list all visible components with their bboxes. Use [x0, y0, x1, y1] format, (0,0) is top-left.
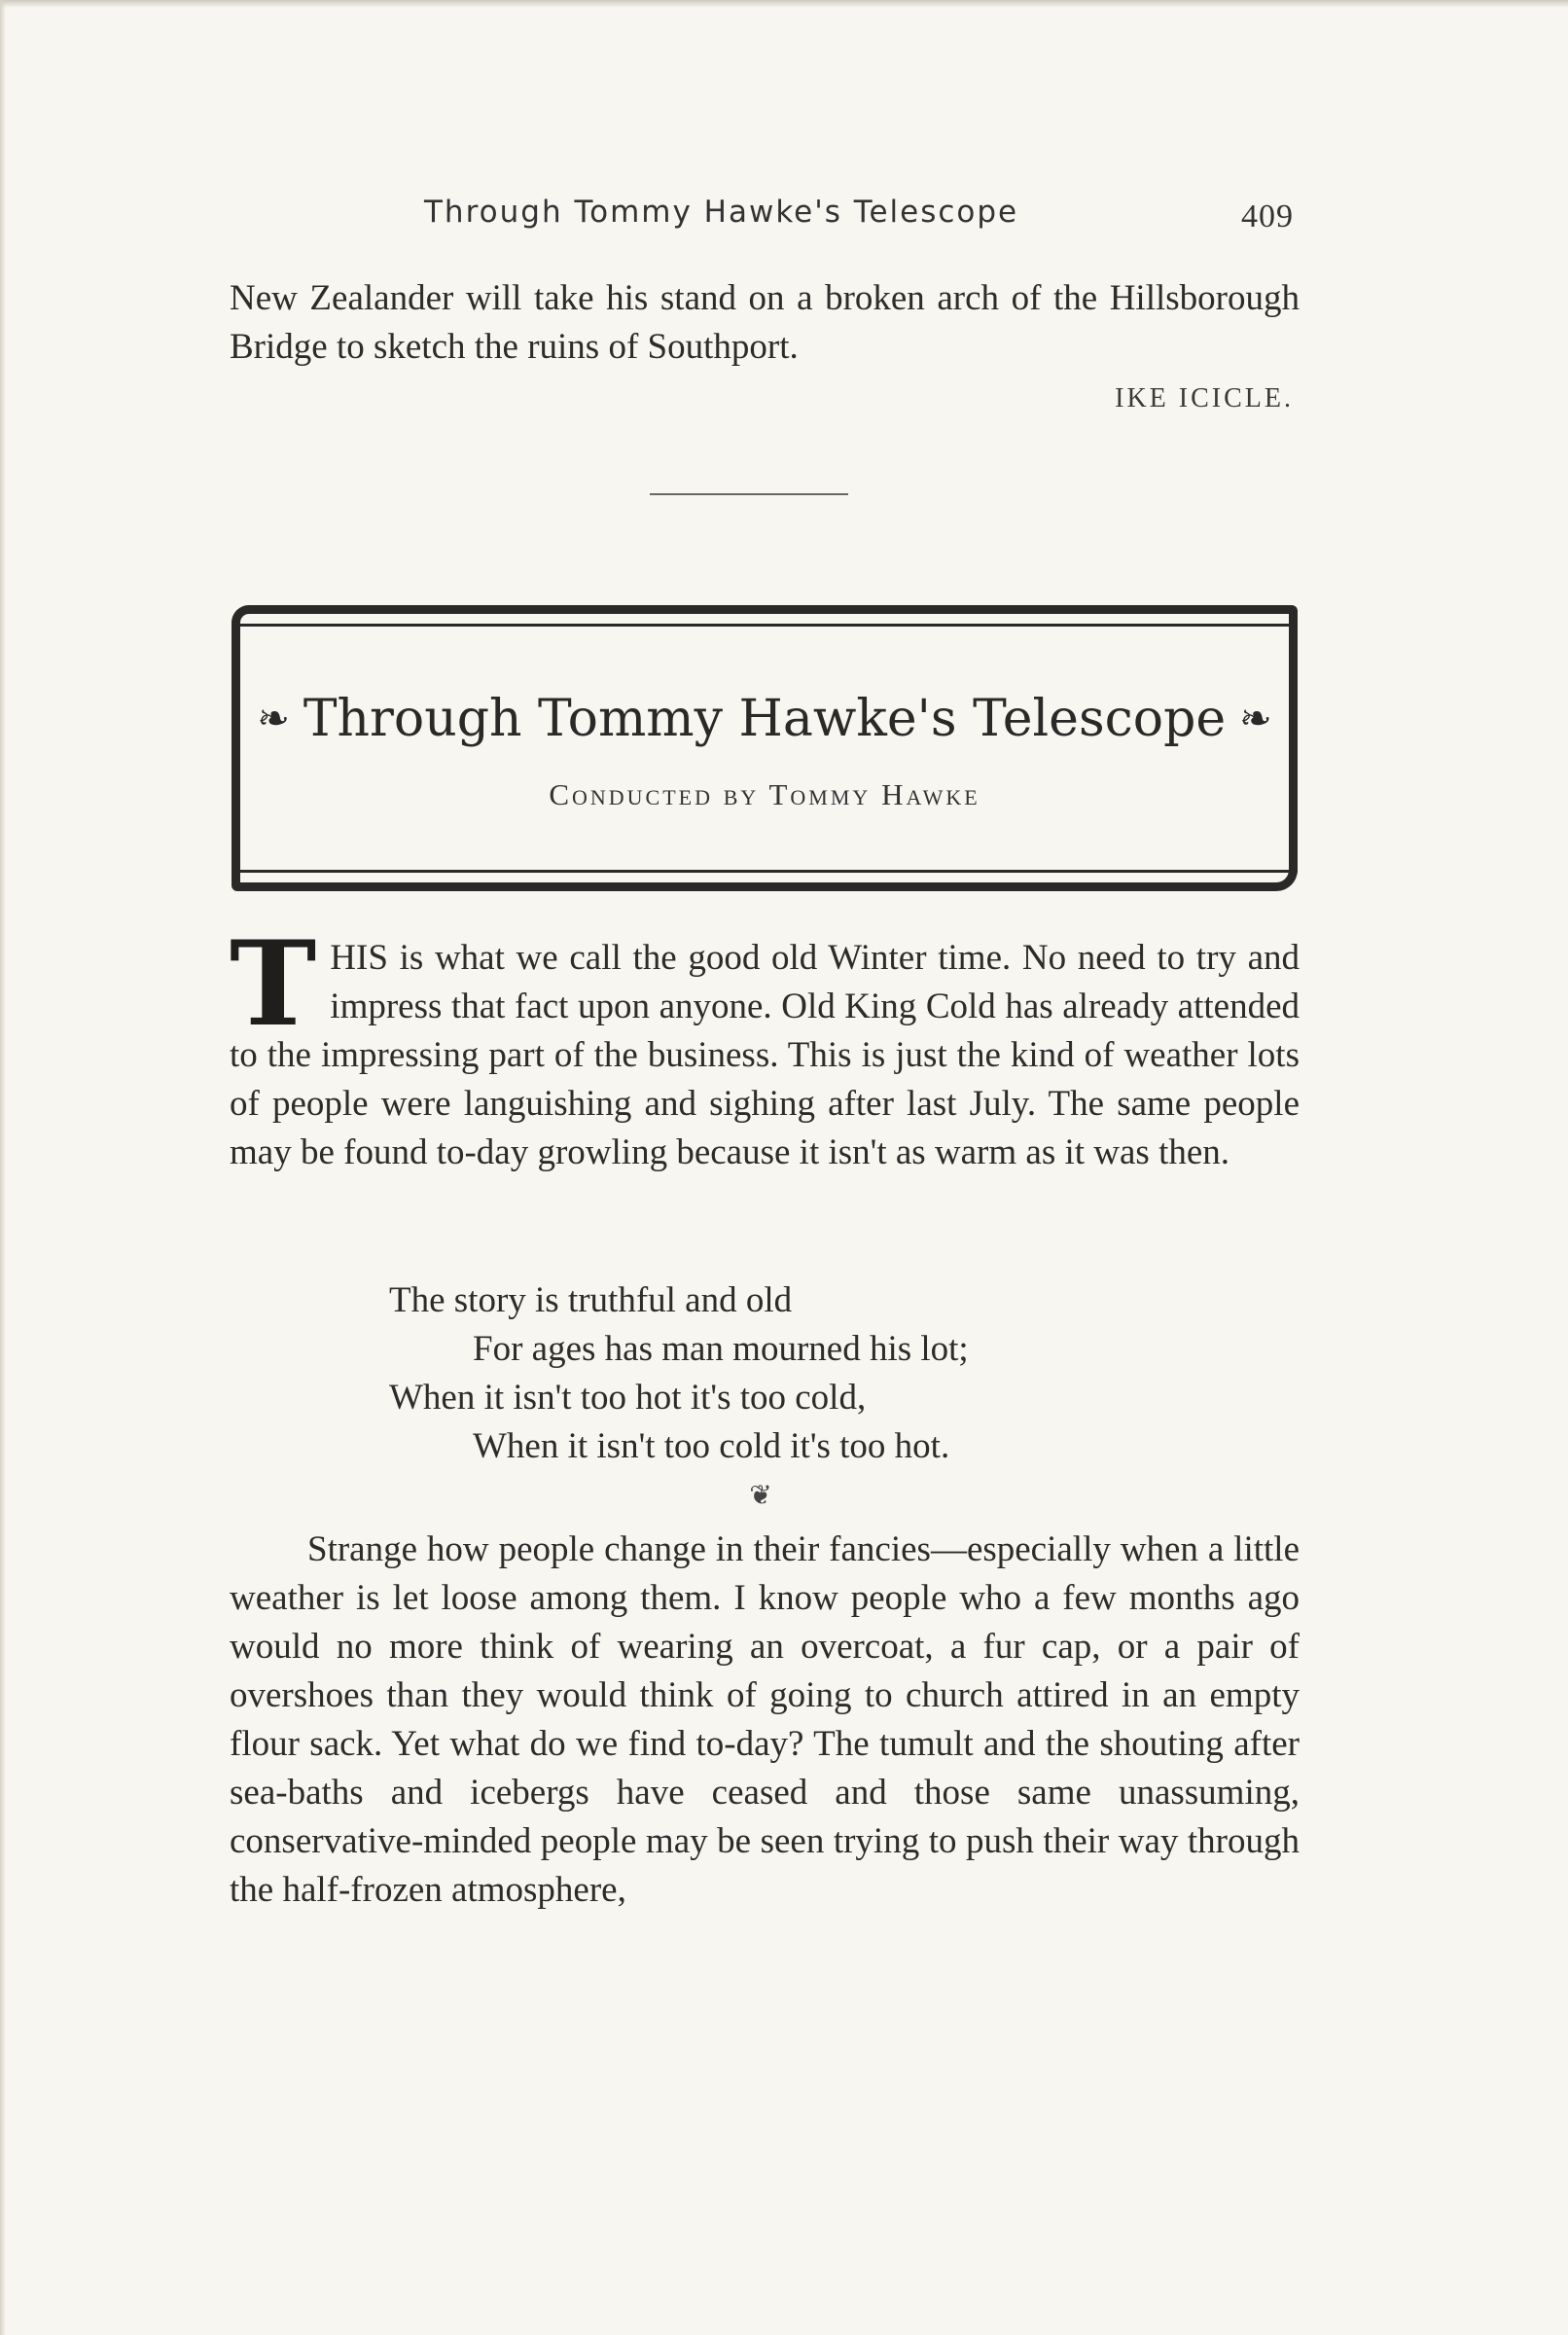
article-continuation — [230, 1526, 1300, 1915]
drop-cap: T — [230, 916, 317, 1053]
paragraph-1-text: is what we call the good old Winter time. No need to try and impress that fact upon anyone. Old King Cold has already attended to the impressing part of the business. This is just the kind of weather lots of people were languishing and sighing after last July. The same people may be found to-day growling because it isn't as warm as it was then. — [230, 938, 1300, 1172]
lead-caps: HIS — [330, 938, 388, 978]
verse-line-3: When it isn't too hot it's too cold, — [389, 1378, 867, 1418]
column-byline: Conducted by Tommy Hawke — [549, 777, 980, 811]
page-number: 409 — [1241, 198, 1294, 234]
article-opening — [230, 916, 1300, 1177]
section-divider-rule — [650, 493, 848, 495]
column-header-box — [232, 605, 1298, 891]
article-paragraph-1 — [230, 916, 1300, 1177]
verse-line-4: When it isn't too cold it's too hot. — [473, 1426, 950, 1466]
previous-article-closing-paragraph: New Zealander will take his stand on a broken arch of the Hillsborough Bridge to sketch the ruins of Southport. — [230, 278, 1300, 367]
fleuron-left-icon: ❧ — [257, 697, 290, 741]
verse-stanza — [389, 1276, 1167, 1471]
page-binding-edge — [0, 0, 6, 2335]
column-title-text: Through Tommy Hawke's Telescope — [303, 690, 1227, 748]
verse-line-1: The story is truthful and old — [389, 1280, 793, 1320]
section-ornament-icon: ❦ — [749, 1481, 772, 1511]
verse-line-2: For ages has man mourned his lot; — [473, 1329, 969, 1369]
column-title — [240, 690, 1289, 748]
running-head — [230, 195, 1300, 237]
page-top-edge — [0, 0, 1568, 8]
running-head-title: Through Tommy Hawke's Telescope — [424, 195, 1019, 230]
author-signature: IKE ICICLE. — [1115, 383, 1294, 413]
fleuron-right-icon: ❧ — [1239, 697, 1272, 741]
previous-article-ending — [230, 274, 1300, 372]
article-paragraph-2: Strange how people change in their fancies—especially when a little weather is let loose among them. I know people who a few months ago would no more think of wearing an overcoat, a fur cap, or a pair of overshoes than they would think of going to church attired in an empty flour sack. Yet what do we find to-day? The tumult and the shouting after sea-baths and icebergs have ceased and those same unassuming, conservative-minded people may be seen trying to push their way through the half-frozen atmosphere, — [230, 1529, 1300, 1910]
